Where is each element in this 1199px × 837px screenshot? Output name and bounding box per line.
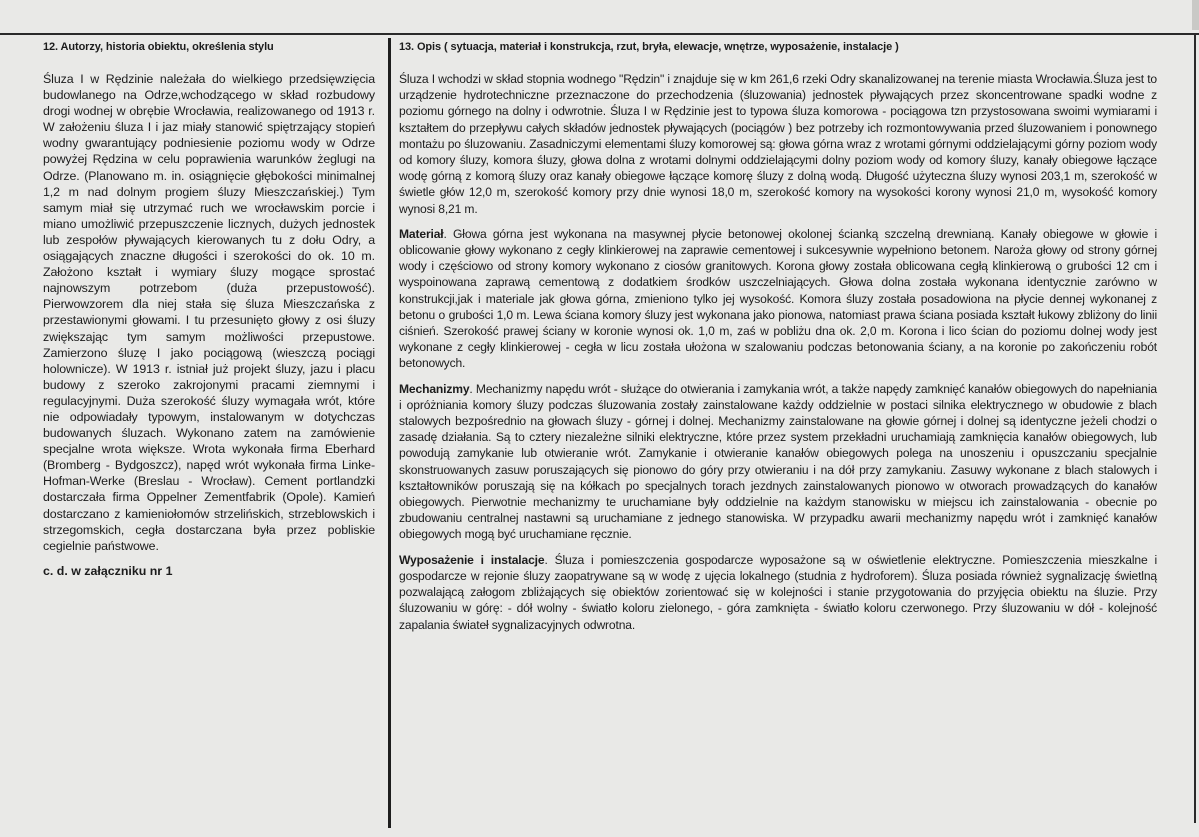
attachment-note: c. d. w załączniku nr 1 <box>43 563 173 578</box>
column-divider <box>388 38 391 828</box>
section-13-column <box>399 40 1157 642</box>
paragraph-overview <box>399 71 1157 217</box>
paragraph-text: . Śluza i pomieszczenia gospodarcze wyposażone są w oświetlenie elektryczne. Pomieszczenia mieszkalne i gospodarcze w rejonie śluzy zaopatrywane są w wodę z ujęcia lokalnego (studnia z hydroforem). Śluza posiada również sygnalizację świetlną pozwalającą załogom zbliżających się obiektów zorientować się w kolejności i stanie przygotowania do przyjęcia obiektu na śluzie. Przy śluzowaniu w górę: - dół wolny - światło koloru zielonego, - góra zamknięta - światło koloru czerwonego. Przy śluzowaniu w dół - kolejność zapalania świateł sygnalizacyjnych odwrotna. <box>399 552 1158 632</box>
section-12-heading: 12. Autorzy, historia obiektu, określenia stylu <box>43 41 274 53</box>
paragraph-lead: Wyposażenie i instalacje <box>399 552 545 567</box>
section-13-heading: 13. Opis ( sytuacja, materiał i konstrukcja, rzut, bryła, elewacje, wnętrze, wyposażenie, instalacje ) <box>399 41 899 53</box>
section-12-body: Śluza I w Rędzinie należała do wielkiego przedsięwzięcia budowlanego na Odrze,wchodzącego w skład rozbudowy drogi wodnej w obrębie Wrocławia, realizowanego od 1913 r. W założeniu śluza I i jaz miały stanowić spiętrzający stopień wodny gwarantujący podniesienie poziomu wody w Odrze powyżej Rędzina w celu poprawienia warunków żeglugi na Odrze. (Planowano m. in. osiągnięcie głębokości minimalnej 1,2 m nad dolnym progiem śluzy Mieszczańskiej.) Tym samym miał się utrzymać ruch we wrocławskim porcie i miano umożliwić przepuszczenie licznych, dużych jednostek lub zespołów pływających kierowanych tu z dołu Odry, a osiągających znaczne długości i szerokości do ok. 10 m. Założono kształt i wymiary śluzy mogące sprostać najnowszym potrzebom (duża przepustowość). Pierwowzorem dla niej stała się śluza Mieszczańska z przestawionymi głowami. I tu przesunięto głowy z osi śluzy zwiększając tym samym możliwości przepustowe. Zamierzono śluzę I jako pociągową (wieszczą pociągi holownicze). W 1913 r. istniał już projekt śluzy, jazu i placu budowy z szeroko zakrojonymi pracami ziemnymi i regulacyjnymi. Duża szerokość śluzy wymagała wrót, które nie odpowiadały typowym, instalowanym w dotychczas budowanych śluzach. Wykonano zatem na zamówienie specjalne wrota większe. Wrota wykonała firma Eberhard (Bromberg - Bydgoszcz), napęd wrót wykonała firma Linke-Hofman-Werke (Breslau - Wrocław). Cement portlandzki dostarczała firma Oppelner Zementfabrik (Opole). Kamień dostarczano z kamieniołomów strzelińskich, strzeblowskich i strzegomskich, cegła dostarczana była przez pobliskie cegielnie państwowe. <box>43 72 375 553</box>
section-13-body <box>399 71 1157 633</box>
right-border <box>1194 33 1196 823</box>
paragraph-lead: Materiał <box>399 226 444 241</box>
top-border <box>0 33 1199 35</box>
paragraph-mechanisms <box>399 381 1157 543</box>
section-12-column <box>43 40 375 578</box>
paragraph-text: Śluza I wchodzi w skład stopnia wodnego "Rędzin" i znajduje się w km 261,6 rzeki Odry skanalizowanej na terenie miasta Wrocławia.Śluza jest to urządzenie hydrotechniczne przeznaczone do przechodzenia (śluzowania) jednostek pływających przez skoncentrowane spadki wodne z poziomu górnego na dolny i odwrotnie. Śluza I w Rędzinie jest to typowa śluza komorowa - pociągowa tzn przystosowana swoimi wymiarami i kształtem do przepływu całych składów jednostek pływających (pociągów ) bez potrzeby ich rozmontowywania przed śluzowaniem i ponownego montażu po śluzowaniu. Zasadniczymi elementami śluzy komorowej są: głowa górna wraz z wrotami górnymi oddzielającymi górny poziom wody od komory śluzy, komora śluzy, głowa dolna z wrotami dolnymi oddzielającymi dolny poziom wody od komory śluzy, kanały obiegowe łączące wodę górną z komorą śluzy oraz kanały obiegowe łączące komorę śluzy z dolną wodą. Długość użyteczna śluzy wynosi 203,1 m, szerokość w świetle głów 12,0 m, szerokość komory przy dnie wynosi 18,0 m, szerokość komory na wysokości korony wynosi 21,0 m, wysokość komory wynosi 8,21 m. <box>399 72 1157 216</box>
paragraph-equipment <box>399 552 1157 633</box>
paragraph-text: . Mechanizmy napędu wrót - służące do otwierania i zamykania wrót, a także napędy zamknięć kanałów obiegowych do napełniania i opróżniania komory śluzy podczas śluzowania zostały zainstalowane każdy oddzielnie w postaci silnika elektrycznego w obudowie z blach stalowych bezpośrednio na głowach śluzy - górnej i dolnej. Mechanizmy zainstalowane na głowie górnej i dolnej są identyczne jeżeli chodzi o zasadę działania. Są to cztery niezależne silniki elektryczne, które przez system przekładni uruchamiają zamknięcia kanałów obiegowych, lub powodują zamykanie lub otwieranie wrót. Zamykanie i otwieranie kanałów obiegowych polega na unoszeniu i opuszczaniu specjalnie skonstruowanych zasuw poruszających się pionowo do góry przy otwieraniu i na dół przy zamykaniu. Zasuwy wykonane z blach stalowych i kształtowników poruszają się na kółkach po specjalnych torach jezdnych zainstalowanych pionowo w otworach prowadzących do kanałów obiegowych. Pierwotnie mechanizmy te uruchamiane były oddzielnie na każdym stanowisku w miejscu ich zainstalowania - obecnie po zbudowaniu centralnej nastawni są uruchamiane z jednego stanowiska. W przypadku awarii mechanizmy napędu wrót i zamknięć kanałów obiegowych mogą być uruchamiane ręcznie. <box>399 381 1157 542</box>
paragraph-material <box>399 226 1157 372</box>
paragraph-text: . Głowa górna jest wykonana na masywnej płycie betonowej okolonej ścianką szczelną drewnianą. Kanały obiegowe w głowie i oblicowanie głowy wykonano z cegły klinkierowej na zaprawie cementowej i sukcesywnie wypełniono betonem. Naroża głowy od strony górnej wody i częściowo od strony komory wykonano z ciosów granitowych. Korona głowy została oblicowana cegłą klinkierową o grubości 12 cm i wyspoinowana zaprawą cementową z dodatkiem środków uszczelniających. Głowa dolna została wykonana identycznie zarówno w konstrukcji,jak i materiale jak głowa górna, zmieniono tylko jej wysokość. Komora śluzy została posadowiona na płycie dennej wykonanej z betonu o grubości 1,0 m. Lewa ściana komory śluzy jest wykonana jako pionowa, natomiast prawa ściana posiada kształt łukowy zbliżony do linii ciśnień. Szerokość prawej ściany w koronie wynosi ok. 1,0 m, zaś w pobliżu dna ok. 2,0 m. Korona i lico ścian do poziomu dolnej wody jest wykonane z cegły klinkierowej - cegła w licu została ułożona w szalowaniu podczas betonowania ściany, a na koronie po zakończeniu robót betonowych. <box>399 226 1157 371</box>
page-corner <box>1192 0 1199 30</box>
paragraph-lead: Mechanizmy <box>399 381 470 396</box>
